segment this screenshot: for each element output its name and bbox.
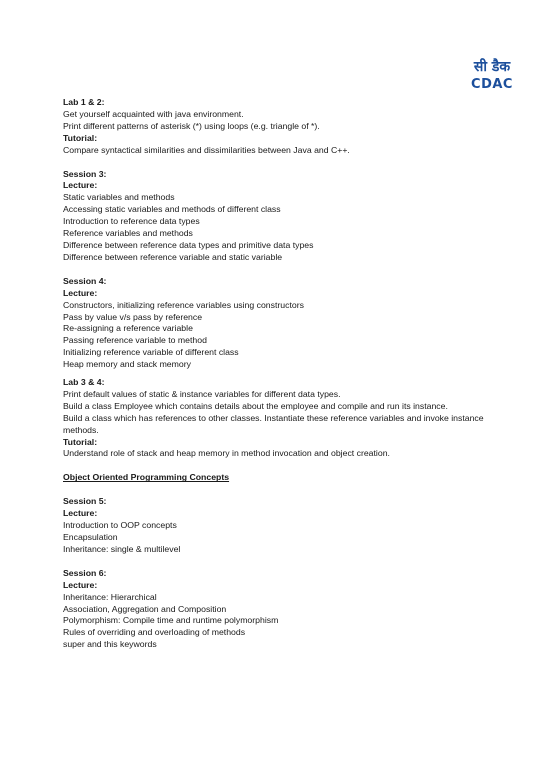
cdac-logo <box>466 58 518 98</box>
text-line: Inheritance: Hierarchical <box>63 591 157 602</box>
text-line: Introduction to reference data types <box>63 216 200 227</box>
logo-hindi-text: सी डैक <box>473 59 511 75</box>
tutorial-label: Tutorial: <box>63 436 98 447</box>
lab-1-2-section <box>63 97 493 157</box>
text-line: Pass by value v/s pass by reference <box>63 311 203 322</box>
lab-3-4-section <box>63 377 493 460</box>
session-6-section <box>63 568 493 651</box>
text-line: Accessing static variables and methods of different class <box>63 204 281 215</box>
text-line: Heap memory and stack memory <box>63 359 191 370</box>
text-line: Understand role of stack and heap memory in method invocation and object creation. <box>63 448 390 459</box>
text-line: Print different patterns of asterisk (*) using loops (e.g. triangle of *). <box>63 120 320 131</box>
section-title: Lab 3 & 4: <box>63 377 105 388</box>
lecture-label: Lecture: <box>63 287 98 298</box>
text-line: super and this keywords <box>63 639 157 650</box>
section-title: Session 5: <box>63 496 107 507</box>
document-body <box>63 97 493 651</box>
tutorial-label: Tutorial: <box>63 132 98 143</box>
text-line: Re-assigning a reference variable <box>63 323 193 334</box>
text-line: Compare syntactical similarities and dissimilarities between Java and C++. <box>63 144 350 155</box>
text-line: Print default values of static & instance variables for different data types. <box>63 388 341 399</box>
logo-latin-text: CDAC <box>471 77 513 92</box>
section-title: Session 3: <box>63 168 107 179</box>
text-line: Reference variables and methods <box>63 228 193 239</box>
text-line: Introduction to OOP concepts <box>63 520 177 531</box>
text-line: Rules of overriding and overloading of methods <box>63 627 246 638</box>
text-line: Passing reference variable to method <box>63 335 207 346</box>
section-title: Session 4: <box>63 275 107 286</box>
text-line: Encapsulation <box>63 532 118 542</box>
text-line: Association, Aggregation and Composition <box>63 603 227 614</box>
lecture-label: Lecture: <box>63 579 98 590</box>
lecture-label: Lecture: <box>63 508 98 519</box>
text-line: Build a class which has references to other classes. Instantiate these reference variables and invoke instance methods. <box>63 412 484 435</box>
text-line: Difference between reference data types and primitive data types <box>63 239 314 250</box>
text-line: Polymorphism: Compile time and runtime polymorphism <box>63 615 279 626</box>
text-line: Inheritance: single & multilevel <box>63 543 181 554</box>
session-5-section <box>63 496 493 556</box>
lecture-label: Lecture: <box>63 180 98 191</box>
text-line: Static variables and methods <box>63 192 175 203</box>
text-line: Get yourself acquainted with java environment. <box>63 108 244 119</box>
text-line: Build a class Employee which contains details about the employee and compile and run its instance. <box>63 400 448 411</box>
section-title: Session 6: <box>63 567 107 578</box>
session-4-section <box>63 276 493 371</box>
text-line: Constructors, initializing reference variables using constructors <box>63 299 304 310</box>
session-3-section <box>63 169 493 264</box>
text-line: Difference between reference variable and static variable <box>63 251 283 262</box>
oop-section-heading: Object Oriented Programming Concepts <box>63 472 230 483</box>
section-title: Lab 1 & 2: <box>63 97 105 107</box>
text-line: Initializing reference variable of different class <box>63 347 239 358</box>
